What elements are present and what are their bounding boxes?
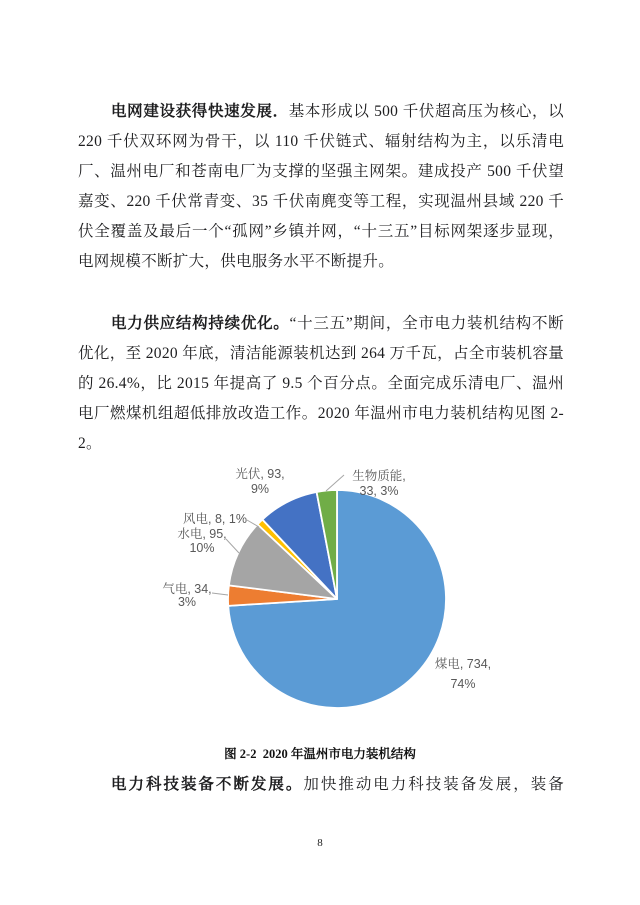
pie-label-hydro: 水电, 95, (177, 527, 227, 541)
pie-label-coal: 煤电, 734, (434, 657, 492, 671)
paragraph-power-tech-equipment (78, 770, 564, 800)
pie-leader-line-biomass (326, 475, 344, 491)
pie-leader-line-hydro (226, 539, 239, 553)
pie-leader-line-gas (212, 593, 228, 595)
pie-label-biomass: 33, 3% (359, 484, 399, 498)
pie-label-wind: 风电, 8, 1% (183, 512, 247, 526)
paragraph-lead-text: 电网建设获得快速发展． (111, 103, 289, 120)
paragraph-grid-construction (78, 97, 564, 277)
pie-chart-figure (120, 458, 540, 750)
paragraph-body-text: 基本形成以 500 千伏超高压为核心，以 220 千伏双环网为骨干，以 110 千伏链式、辐射结构为主，以乐清电厂、温州电厂和苍南电厂为支撑的坚强主网架。建成投产 500 千伏望嘉变、220 千伏常青变、35 千伏南麂变等工程，实现温州县域 220 千伏全覆盖及最后一个“孤网”乡镇并网，“十三五”目标网架逐步显现，电网规模不断扩大，供电服务水平不断提升。 (78, 103, 564, 270)
paragraph-power-supply-structure (78, 309, 564, 459)
pie-label-hydro: 10% (189, 541, 215, 555)
paragraph-lead-text: 电力科技装备不断发展。 (111, 776, 304, 793)
paragraph-body-text: “十三五”期间，全市电力装机结构不断优化，至 2020 年底，清洁能源装机达到 264 万千瓦，占全市装机容量的 26.4%，比 2015 年提高了 9.5 个百分点。全面完成乐清电厂、温州电厂燃煤机组超低排放改造工作。2020 年温州市电力装机结构见图 2-2。 (78, 315, 564, 452)
page-number: 8 (317, 837, 323, 849)
pie-label-coal: 74% (450, 677, 476, 691)
pie-label-solar: 9% (250, 482, 270, 496)
pie-label-gas: 3% (177, 595, 197, 609)
pie-label-biomass: 生物质能, (352, 469, 406, 483)
paragraph-lead-text: 电力供应结构持续优化。 (111, 315, 290, 332)
pie-label-solar: 光伏, 93, (235, 467, 285, 481)
pie-chart (120, 458, 540, 750)
paragraph-body-text: 加快推动电力科技装备发展，装备 (303, 776, 564, 793)
pie-label-gas: 气电, 34, (162, 582, 212, 596)
figure-caption: 图 2-2 2020 年温州市电力装机结构 (224, 747, 416, 761)
